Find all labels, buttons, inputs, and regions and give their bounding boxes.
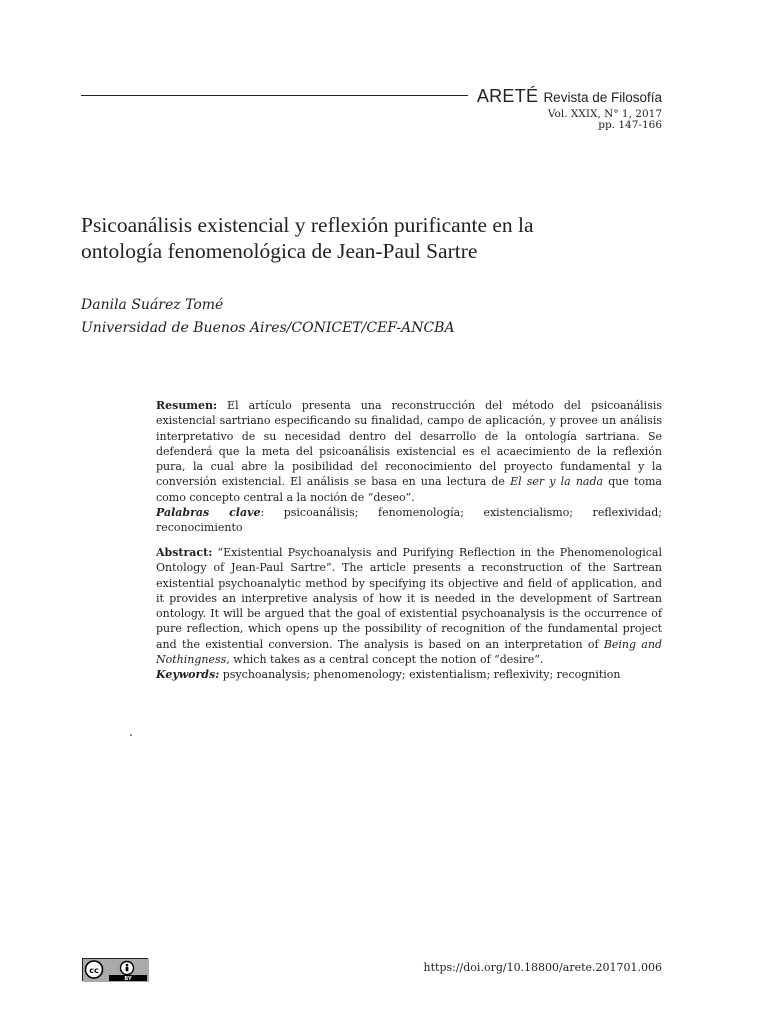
journal-header <box>477 86 662 107</box>
resumen-block <box>156 398 662 536</box>
cc-license-graphic <box>83 959 149 982</box>
abstract-text: “Existential Psychoanalysis and Purifying Reflection in the Phenomenological Ontology of Jean-Paul Sartre”. The article presents a reconstruction of the Sartrean existential psychoanalytic method by specifying its objective and field of application, and it provides an interpretive analysis of how it is needed in the development of Sartrean ontology. It will be argued that the goal of existential psychoanalysis is the occurrence of pure reflection, which opens up the possibility of recognition of the fundamental project and the existential conversion. The analysis is based on an interpretation of <box>156 546 662 651</box>
stray-dot: . <box>129 725 133 739</box>
resumen-text-end: que toma como concepto central a la noción de “deseo”. <box>156 475 662 504</box>
journal-subtitle: Revista de Filosofía <box>543 90 662 105</box>
abstract-book-title: Being and Nothingness <box>156 637 662 667</box>
author-name: Danila Suárez Tomé <box>81 297 224 313</box>
journal-name: ARETÉ <box>476 86 539 106</box>
resumen-label: Resumen: <box>156 399 218 412</box>
abstract-paragraph <box>156 545 662 667</box>
author-affiliation: Universidad de Buenos Aires/CONICET/CEF-ANCBA <box>81 320 455 336</box>
svg-text:cc: cc <box>89 966 99 975</box>
title-line-2: ontología fenomenológica de Jean-Paul Sartre <box>81 239 478 263</box>
article-title <box>81 212 681 264</box>
page-range: pp. 147-166 <box>598 119 662 131</box>
cc-by-text: BY <box>124 976 132 982</box>
resumen-paragraph <box>156 398 662 505</box>
abstract-text-end: , which takes as a central concept the notion of “desire”. <box>226 653 544 667</box>
resumen-text: El artículo presenta una reconstrucción del método del psicoanálisis existencial sartriano especificando su finalidad, campo de aplicación, y provee un análisis interpretativo de su necesidad dentro del desarrollo de la ontología sartriana. Se defenderá que la meta del psicoanálisis existencial es el acaecimiento de la reflexión pura, la cual abre la posibilidad del reconocimiento del proyecto fundamental y la conversión existencial. El análisis se basa en una lectura de <box>156 399 662 489</box>
palabras-clave-list: : psicoanálisis; fenomenología; existencialismo; reflexividad; reconocimiento <box>156 506 662 535</box>
doi-link[interactable]: https://doi.org/10.18800/arete.201701.006 <box>423 961 662 974</box>
keywords-label: Keywords: <box>156 668 220 682</box>
keywords <box>156 667 662 682</box>
cc-by-license-icon[interactable] <box>82 958 148 981</box>
keywords-list: psychoanalysis; phenomenology; existentialism; reflexivity; recognition <box>219 668 621 682</box>
abstract-block <box>156 545 662 683</box>
volume-info: Vol. XXIX, N° 1, 2017 <box>547 108 662 120</box>
palabras-clave-label: Palabras clave <box>156 506 261 520</box>
title-line-1: Psicoanálisis existencial y reflexión purificante en la <box>81 213 534 237</box>
palabras-clave <box>156 505 662 536</box>
resumen-book-title: El ser y la nada <box>510 475 604 489</box>
header-rule <box>81 95 468 96</box>
abstract-label: Abstract: <box>156 546 213 559</box>
